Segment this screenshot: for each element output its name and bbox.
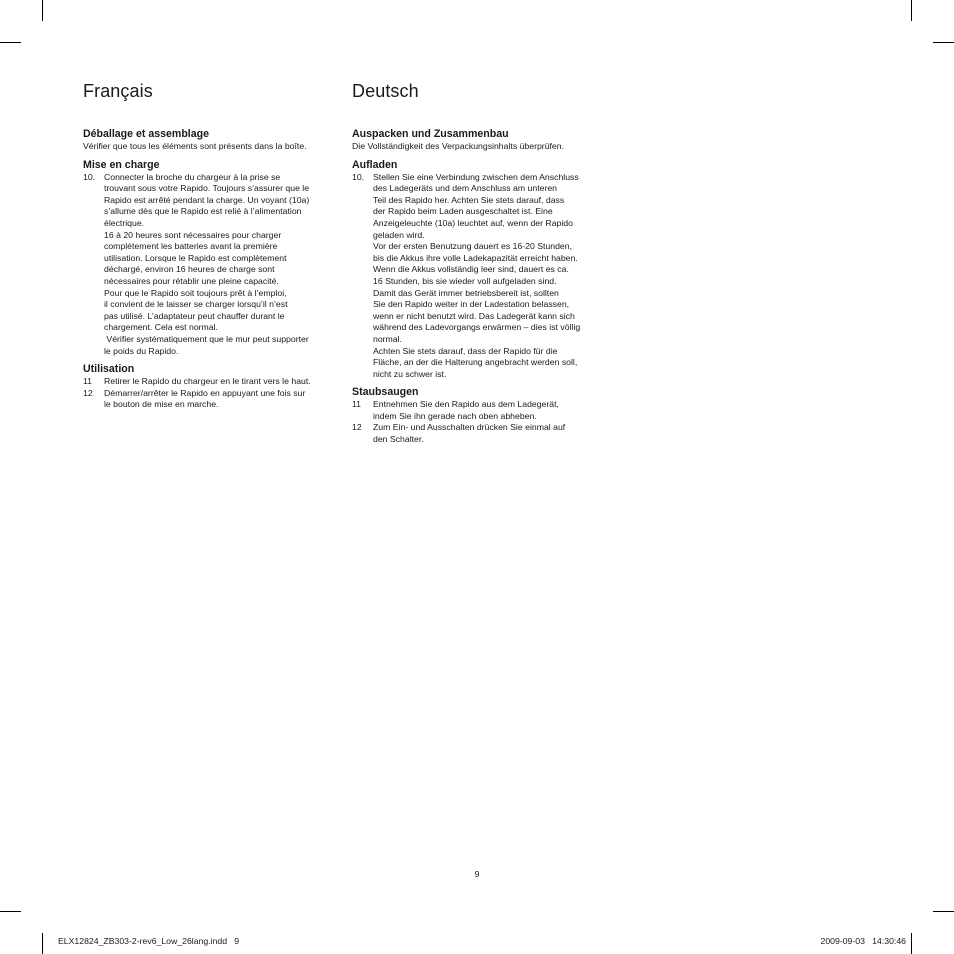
list-item-line: trouvant sous votre Rapido. Toujours s’assurer que le [104, 183, 310, 194]
list-item-line: Zum Ein- und Ausschalten drücken Sie einmal auf [373, 422, 566, 433]
list-item-line: Achten Sie stets darauf, dass der Rapido für die [373, 345, 558, 356]
german-usage-heading: Staubsaugen [352, 386, 419, 399]
list-item-line: Vor der ersten Benutzung dauert es 16-20 Stunden, [373, 241, 572, 252]
list-item-line: nicht zu schwer ist. [373, 368, 447, 379]
crop-mark-bottom-right-vertical [911, 933, 912, 954]
list-item-line: nécessaires pour rétablir une pleine capacité. [104, 275, 279, 286]
footer-file-info: ELX12824_ZB303-2-rev6_Low_26lang.indd 9 [58, 936, 240, 946]
french-charging-number: 10. [83, 171, 96, 182]
crop-mark-top-left-vertical [42, 0, 43, 21]
crop-mark-bottom-left-horizontal [0, 911, 21, 912]
list-item-line: den Schalter. [373, 434, 424, 445]
list-item-line: Entnehmen Sie den Rapido aus dem Ladegerät, [373, 399, 559, 410]
list-item-line: utilisation. Lorsque le Rapido est complètement [104, 252, 287, 263]
list-item-line: Fläche, an der die Halterung angebracht werden soll, [373, 357, 578, 368]
crop-mark-top-right-vertical [911, 0, 912, 21]
list-item-line: normal. [373, 333, 402, 344]
french-unpacking-heading: Déballage et assemblage [83, 128, 210, 140]
list-item-line: Retirer le Rapido du chargeur en le tirant vers le haut. [104, 376, 311, 387]
list-item-line: le poids du Rapido. [104, 345, 179, 356]
list-item-line: der Rapido beim Laden ausgeschaltet ist. Eine [373, 206, 553, 217]
german-title: Deutsch [352, 81, 419, 101]
crop-mark-top-left-horizontal [0, 42, 21, 43]
list-item-number: 11 [352, 399, 362, 410]
crop-mark-bottom-left-vertical [42, 933, 43, 954]
list-item-line: Connecter la broche du chargeur à la prise se [104, 171, 281, 182]
footer-timestamp: 2009-09-03 14:30:46 [820, 936, 906, 946]
list-item-line: geladen wird. [373, 229, 425, 240]
list-item-line: wenn er nicht benutzt wird. Das Ladegerät kann sich [373, 310, 575, 321]
list-item-line: Sie den Rapido weiter in der Ladestation belassen, [373, 299, 570, 310]
german-charging-item [352, 172, 604, 381]
list-item-line: 16 Stunden, bis sie wieder voll aufgeladen sind. [373, 275, 557, 286]
french-charging-heading: Mise en charge [83, 158, 160, 171]
list-item-line: Teil des Rapido her. Achten Sie stets darauf, dass [373, 194, 565, 205]
list-item-number: 12 [352, 422, 362, 433]
list-item-line: complètement les batteries avant la première [104, 241, 278, 252]
crop-mark-top-right-horizontal [933, 42, 954, 43]
list-item-line: Damit das Gerät immer betriebsbereit ist, sollten [373, 287, 559, 298]
list-item-line: Pour que le Rapido soit toujours prêt à l’emploi, [104, 287, 287, 298]
list-item-line: pas utilisé. L’adaptateur peut chauffer durant le [104, 310, 285, 321]
list-item-line: Stellen Sie eine Verbindung zwischen dem Anschluss [373, 171, 579, 182]
german-unpacking-text: Die Vollständigkeit des Verpackungsinhalts überprüfen. [352, 141, 565, 151]
french-unpacking-text: Vérifier que tous les éléments sont présents dans la boîte. [83, 141, 307, 151]
list-item-line: il convient de le laisser se charger lorsqu’il n’est [104, 299, 288, 310]
french-charging-item [83, 172, 333, 358]
list-item-line: déchargé, environ 16 heures de charge sont [104, 264, 275, 275]
list-item-line: chargement. Cela est normal. [104, 322, 218, 333]
german-usage-item-11 [352, 399, 604, 422]
list-item-line: 16 à 20 heures sont nécessaires pour charger [104, 229, 282, 240]
german-charging-number: 10. [352, 171, 365, 182]
list-item-line: le bouton de mise en marche. [104, 399, 219, 410]
french-title: Français [83, 81, 153, 101]
french-usage-heading: Utilisation [83, 363, 135, 376]
french-usage-item-12 [83, 388, 333, 411]
list-item-line: des Ladegeräts und dem Anschluss am unteren [373, 183, 558, 194]
french-column [83, 80, 333, 411]
list-item-line: indem Sie ihn gerade nach oben abheben. [373, 410, 537, 421]
list-item-line: Rapido est arrêté pendant la charge. Un voyant (10a) [104, 194, 310, 205]
list-item-line: électrique. [104, 217, 145, 228]
list-item-line: bis die Akkus ihre volle Ladekapazität erreicht haben. [373, 252, 578, 263]
list-item-line: Wenn die Akkus vollständig leer sind, dauert es ca. [373, 264, 569, 275]
list-item-number: 11 [83, 376, 93, 387]
list-item-line: s’allume dès que le Rapido est relié à l’alimentation [104, 206, 302, 217]
german-usage-item-12 [352, 422, 604, 445]
german-charging-heading: Aufladen [352, 158, 398, 171]
page-number: 9 [474, 869, 480, 879]
list-item-line: Vérifier systématiquement que le mur peut supporter [104, 333, 309, 344]
german-unpacking-heading: Auspacken und Zusammenbau [352, 128, 509, 140]
crop-mark-bottom-right-horizontal [933, 911, 954, 912]
french-usage-item-11 [83, 376, 333, 388]
list-item-line: Démarrer/arrêter le Rapido en appuyant une fois sur [104, 387, 306, 398]
german-column [352, 80, 604, 446]
list-item-number: 12 [83, 387, 93, 398]
list-item-line: Anzeigeleuchte (10a) leuchtet auf, wenn der Rapido [373, 217, 573, 228]
list-item-line: während des Ladevorgangs erwärmen – dies ist völlig [373, 322, 581, 333]
